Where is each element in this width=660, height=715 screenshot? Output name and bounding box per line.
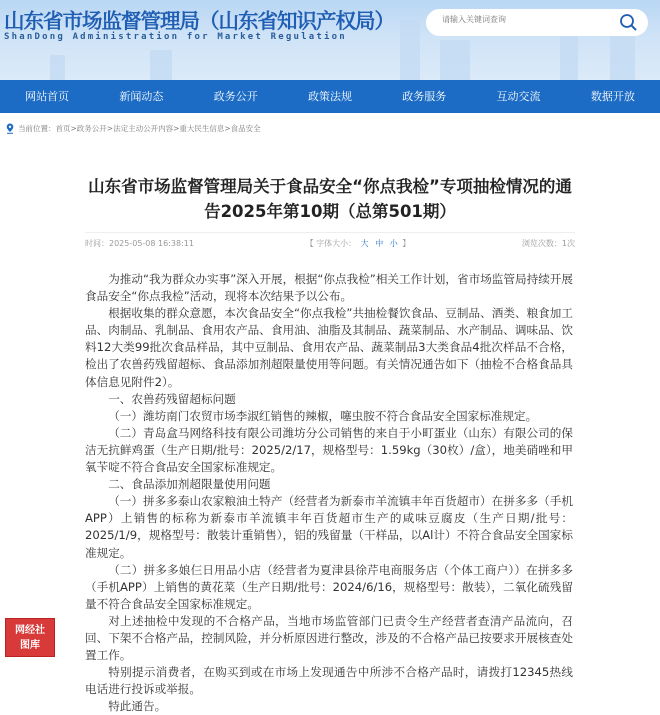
search-box [426, 9, 648, 36]
article-meta [85, 238, 575, 249]
nav-open-data[interactable]: 数据开放 [590, 90, 635, 103]
nav-home[interactable]: 网站首页 [25, 90, 70, 103]
section-heading: 一、农兽药残留超标问题 [108, 391, 236, 406]
paragraph: 根据收集的群众意愿，本次食品安全“你点我检”共抽检餐饮食品、豆制品、酒类、粮食加工品、肉制品、乳制品、食用农产品、食用油、油脂及其制品、蔬菜制品、水产制品、调味品、饮料12大类99批次食品样品，其中豆制品、食用农产品、蔬菜制品3大类食品4批次样品不合格，检出了农兽药残留超标、食品添加剂超限量使用等问题。有关情况通告如下（抽检不合格食品具体信息见附件2）。 [85, 306, 573, 389]
view-count: 浏览次数：1次 [521, 239, 575, 248]
publish-time: 时间：2025-05-08 16:38:11 [85, 239, 194, 248]
font-size-small[interactable]: 小 [389, 239, 398, 248]
paragraph: 为推动“我为群众办实事”深入开展，根据“你点我检”相关工作计划，省市场监管局持续开展食品安全“你点我检”活动，现将本次结果予以公布。 [85, 272, 573, 304]
paragraph: （二）青岛盒马网络科技有限公司潍坊分公司销售的来自于小町蛋业（山东）有限公司的保洁无抗鲜鸡蛋（生产日期/批号：2025/2/17，规格型号：1.59kg（30枚）/盒），地美硝唑和甲氧苄啶不符合食品安全国家标准规定。 [85, 425, 573, 475]
article-title: 山东省市场监督管理局关于食品安全“你点我检”专项抽检情况的通告2025年第10期（总第501期） [88, 177, 572, 221]
nav-policy[interactable]: 政策法规 [307, 90, 352, 103]
font-size-end: 】 [402, 239, 411, 248]
location-pin-icon [6, 123, 14, 134]
paragraph: 特此通告。 [108, 699, 167, 714]
font-size-medium[interactable]: 中 [375, 239, 384, 248]
breadcrumb-text[interactable]: 当前位置：首页>政务公开>法定主动公开内容>重大民生信息>食品安全 [18, 124, 261, 133]
search-input[interactable] [442, 15, 602, 24]
site-title: 山东省市场监督管理局（山东省知识产权局） [4, 9, 394, 33]
search-icon[interactable] [618, 13, 640, 33]
paragraph: （一）拼多多泰山农家粮油土特产（经营者为新泰市羊流镇丰年百货超市）在拼多多（手机APP）上销售的标称为新泰市羊流镇丰年百货超市生产的咸味豆腐皮（生产日期/批号：2025/1/9，规格型号：散装计重销售），铝的残留量（干样品，以Al计）不符合食品安全国家标准规定。 [85, 494, 573, 560]
article [80, 174, 580, 715]
section-heading: 二、食品添加剂超限量使用问题 [108, 477, 271, 492]
site-header [0, 0, 660, 80]
nav-gov-affairs[interactable]: 政务公开 [213, 90, 258, 103]
main-nav [0, 80, 660, 113]
nav-news[interactable]: 新闻动态 [119, 90, 164, 103]
paragraph: （一）潍坊南门农贸市场李淑红销售的辣椒，噻虫胺不符合食品安全国家标准规定。 [108, 408, 538, 423]
watermark-line1: 网经社 [15, 625, 45, 636]
divider [85, 232, 575, 233]
paragraph: 特别提示消费者，在购买到或在市场上发现通告中所涉不合格产品时，请拨打12345热线电话进行投诉或举报。 [85, 665, 573, 697]
site-subtitle: ShanDong Administration for Market Regulation [4, 32, 347, 42]
nav-interaction[interactable]: 互动交流 [496, 90, 541, 103]
font-size-label: 【 字体大小： [305, 239, 357, 248]
font-size-control [306, 238, 411, 249]
breadcrumb [6, 123, 261, 134]
watermark-line2: 图库 [20, 640, 40, 651]
paragraph: （二）拼多多娘仨日用品小店（经营者为夏津县徐芹电商服务店（个体工商户））在拼多多（手机APP）上销售的黄花菜（生产日期/批号：2024/6/16，规格型号：散装），二氧化硫残留量不符合食品安全国家标准规定。 [85, 562, 573, 611]
paragraph: 对上述抽检中发现的不合格产品，当地市场监管部门已责令生产经营者查清产品流向，召回、下架不合格产品，控制风险，并分析原因进行整改，涉及的不合格产品已按要求开展核查处置工作。 [85, 613, 573, 663]
font-size-large[interactable]: 大 [360, 239, 369, 248]
article-body [85, 271, 573, 715]
nav-services[interactable]: 政务服务 [402, 90, 447, 103]
watermark-logo [5, 618, 55, 657]
